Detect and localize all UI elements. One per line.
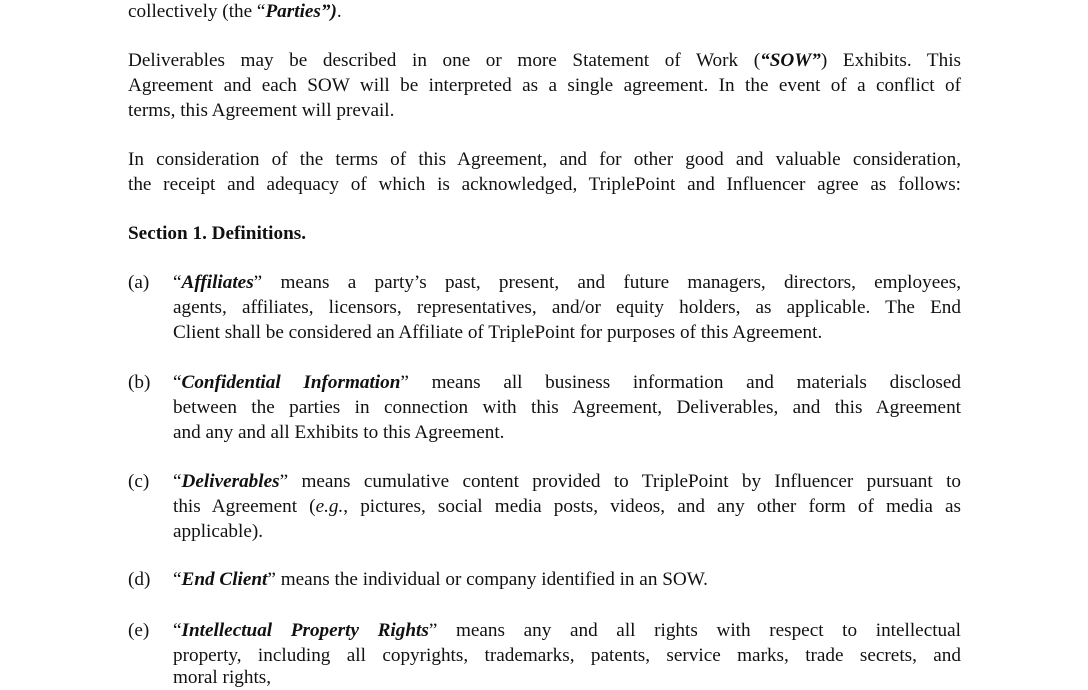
definition-b-line-3: and any and all Exhibits to this Agreement.: [173, 422, 505, 443]
definition-a-line-1: [173, 270, 961, 295]
definition-e-line3-text: moral rights,: [173, 667, 272, 688]
definition-b-rest: ” means all business information and materials disclosed: [400, 372, 961, 393]
consideration-line-2: the receipt and adequacy of which is acknowledged, TriplePoint and Influencer agree as follows:: [128, 174, 961, 195]
definition-c-eg: e.g.: [315, 496, 344, 517]
definition-a-term: Affiliates: [181, 272, 254, 293]
sow-term: “SOW”: [760, 50, 821, 71]
sow-line1-suffix: ) Exhibits. This: [820, 50, 961, 71]
definition-a-rest: ” means a party’s past, present, and future managers, directors, employees,: [253, 272, 961, 293]
definition-c-line-3: applicable).: [173, 521, 264, 542]
definition-d-open-quote: “: [173, 569, 182, 590]
sow-paragraph-line-3: terms, this Agreement will prevail.: [128, 100, 395, 121]
definition-a-line-3: Client shall be considered an Affiliate of TriplePoint for purposes of this Agreement.: [173, 322, 823, 343]
sow-paragraph-line-1: [128, 48, 961, 73]
definition-e-line-3-partial: [173, 665, 272, 688]
definition-b-line-2: between the parties in connection with this Agreement, Deliverables, and this Agreement: [173, 397, 961, 418]
definition-d-rest: ” means the individual or company identified in an SOW.: [267, 569, 708, 590]
consideration-line-1: In consideration of the terms of this Agreement, and for other good and valuable consideration,: [128, 149, 961, 170]
definition-c-open-quote: “: [173, 471, 182, 492]
definition-e-line-1: [173, 618, 961, 643]
sow-paragraph-line-2: Agreement and each SOW will be interpreted as a single agreement. In the event of a conflict of: [128, 75, 961, 96]
definition-b-open-quote: “: [173, 372, 182, 393]
parties-suffix: .: [336, 1, 342, 22]
definition-c-line2-suffix: , pictures, social media posts, videos, and any other form of media as: [343, 496, 961, 517]
parties-term: Parties”): [265, 1, 337, 22]
definition-a-open-quote: “: [173, 272, 182, 293]
definition-e-line-2: property, including all copyrights, trademarks, patents, service marks, trade secrets, and: [173, 645, 961, 666]
definition-c-rest: ” means cumulative content provided to TriplePoint by Influencer pursuant to: [279, 471, 961, 492]
definition-marker-c: (c): [128, 471, 150, 492]
definition-b-term: Confidential Information: [181, 372, 401, 393]
definition-c-line2-prefix: this Agreement (: [173, 496, 316, 517]
definition-b-line-1: [173, 370, 961, 395]
definition-e-term: Intellectual Property Rights: [181, 620, 429, 641]
definition-c-line-1: [173, 469, 961, 494]
parties-line: [128, 0, 342, 24]
definition-marker-a: (a): [128, 272, 150, 293]
parties-prefix: collectively (the “: [128, 1, 266, 22]
definition-e-rest: ” means any and all rights with respect to intellectual: [428, 620, 961, 641]
definition-c-term: Deliverables: [181, 471, 280, 492]
definition-marker-b: (b): [128, 372, 151, 393]
sow-line1-prefix: Deliverables may be described in one or more Statement of Work (: [128, 50, 761, 71]
definition-marker-d: (d): [128, 569, 151, 590]
section-heading: Section 1. Definitions.: [128, 223, 307, 244]
definition-a-line-2: agents, affiliates, licensors, representatives, and/or equity holders, as applicable. The End: [173, 297, 961, 318]
definition-c-line-2: [173, 494, 961, 519]
definition-marker-e: (e): [128, 620, 150, 641]
definition-d-line-1: [173, 567, 708, 592]
definition-e-open-quote: “: [173, 620, 182, 641]
definition-d-term: End Client: [181, 569, 268, 590]
